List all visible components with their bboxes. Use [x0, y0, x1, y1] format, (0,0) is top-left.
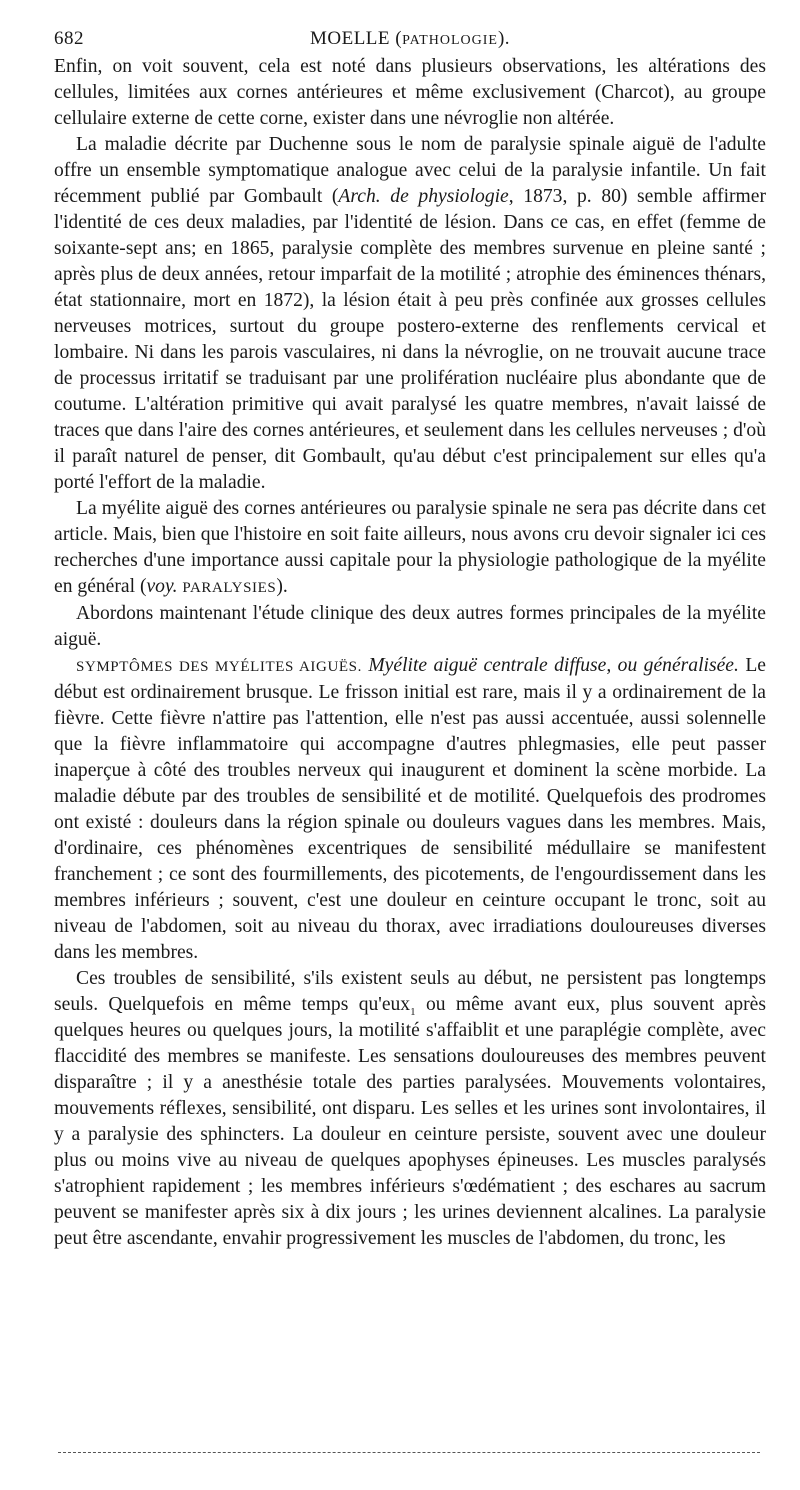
book-page: [54, 26, 766, 1252]
journal-reference: Arch. de physiologie: [338, 186, 509, 207]
paragraph-4: Abordons maintenant l'étude clinique des deux autres formes principales de la myélite aiguë.: [54, 603, 766, 650]
footnote-marker: 1: [410, 1005, 416, 1018]
paragraph-6-text-a: Ces troubles de sensibilité, s'ils existent seuls au début, ne persistent pas longtemps seuls. Quelquefois en même temps qu'eux: [54, 968, 766, 1015]
paragraph-6: [54, 966, 766, 1252]
paragraph-2-text-b: , 1873, p. 80) semble affirmer l'identité de ces deux maladies, par l'identité de lésion. Dans ce cas, en effet (femme de soixante-sept ans; en 1865, paralysie complète des membres survenue en pleine santé ; après plus de deux années, retour imparfait de la motilité ; atrophie des éminences thénars, état stationnaire, mort en 1872), la lésion était à peu près confinée aux grosses cellules nerveuses motrices, surtout du groupe postero-externe des renflements cervical et lombaire. Ni dans les parois vasculaires, ni dans la névroglie, on ne trouvait aucune trace de processus irritatif se traduisant par une prolifération nucléaire plus abondante que de coutume. L'altération primitive qui avait paralysé les quatre membres, n'avait laissé de traces que dans l'aire des cornes antérieures, et seulement dans les cellules nerveuses ; d'où il paraît naturel de penser, dit Gombault, qu'au début c'est principalement sur elles qu'a porté l'effort de la maladie.: [54, 186, 767, 493]
running-title-smallcaps: PATHOLOGIE: [402, 33, 498, 48]
paragraph-1: Enfin, on voit souvent, cela est noté dans plusieurs observations, les altérations des cellules, limitées aux cornes antérieures et même exclusivement (Charcot), au groupe cellulaire externe de cette corne, exister dans une névroglie non altérée.: [54, 56, 766, 129]
paragraph-2: [54, 132, 766, 496]
page-number: 682: [54, 28, 84, 49]
footer-rule: [58, 1452, 760, 1453]
paragraph-5: [54, 653, 766, 966]
paragraph-6-text-b: ou même avant eux, plus souvent après quelques heures ou quelques jours, la motilité s'affaiblit et une paraplégie complète, avec flaccidité des membres se manifeste. Les sensations douloureuses des membres peuvent disparaître ; il y a anesthésie totale des parties paralysées. Mouvements volontaires, mouvements réflexes, sensibilité, ont disparu. Les selles et les urines sont involontaires, il y a paralysie des sphincters. La douleur en ceinture persiste, souvent avec une douleur plus ou moins vive au niveau de quelques apophyses épineuses. Les muscles paralysés s'atrophient rapidement ; les membres inférieurs s'œdématient ; des eschares au sacrum peuvent se manifester après six à dix jours ; les urines deviennent alcalines. La paralysie peut être ascendante, envahir progressivement les muscles de l'abdomen, du tronc, les: [54, 994, 766, 1249]
voy-abbreviation: voy.: [146, 576, 178, 597]
running-head: [54, 26, 766, 54]
cross-reference-paralysies: PARALYSIES: [182, 580, 277, 596]
paragraph-3-text-b: ).: [276, 576, 288, 597]
paragraph-3-text-a: La myélite aiguë des cornes antérieures ou paralysie spinale ne sera pas décrite dans cet article. Mais, bien que l'histoire en soit faite ailleurs, nous avons cru devoir signaler ici ces recherches d'une importance aussi capitale pour la physiologie pathologique de la myélite en général (: [54, 498, 766, 597]
paragraph-5-text: Le début est ordinairement brusque. Le frisson initial est rare, mais il y a ordinairement de la fièvre. Cette fièvre n'attire pas l'attention, elle n'est pas aussi accentuée, aussi solennelle que la fièvre inflammatoire qui accompagne d'autres phlegmasies, elle peut passer inaperçue à côté des troubles nerveux qui inaugurent et dominent la scène morbide. La maladie débute par des troubles de sensibilité et de motilité. Quelquefois des prodromes ont existé : douleurs dans la région spinale ou douleurs vagues dans les membres. Mais, d'ordinaire, ces phénomènes excentriques de sensibilité médullaire se manifestent franchement ; ce sont des fourmillements, des picotements, de l'engourdissement dans les membres inférieurs ; souvent, c'est une douleur en ceinture occupant le tronc, soit au niveau de l'abdomen, soit au niveau du thorax, avec irradiations douloureuses diverses dans les membres.: [54, 655, 766, 963]
running-title: [54, 28, 766, 50]
paragraph-3: [54, 496, 766, 601]
running-title-end: ).: [497, 28, 511, 49]
section-heading: SYMPTÔMES DES MYÉLITES AIGUËS.: [76, 659, 362, 675]
section-subheading: Myélite aiguë centrale diffuse, ou généralisée.: [368, 655, 739, 676]
paragraph-2-text-a: La maladie décrite par Duchenne sous le nom de paralysie spinale aiguë de l'adulte offre un ensemble symptomatique analogue avec celui de la paralysie infantile. Un fait récemment publié par Gombault (: [54, 134, 766, 207]
running-title-main: MOELLE (: [309, 28, 403, 49]
